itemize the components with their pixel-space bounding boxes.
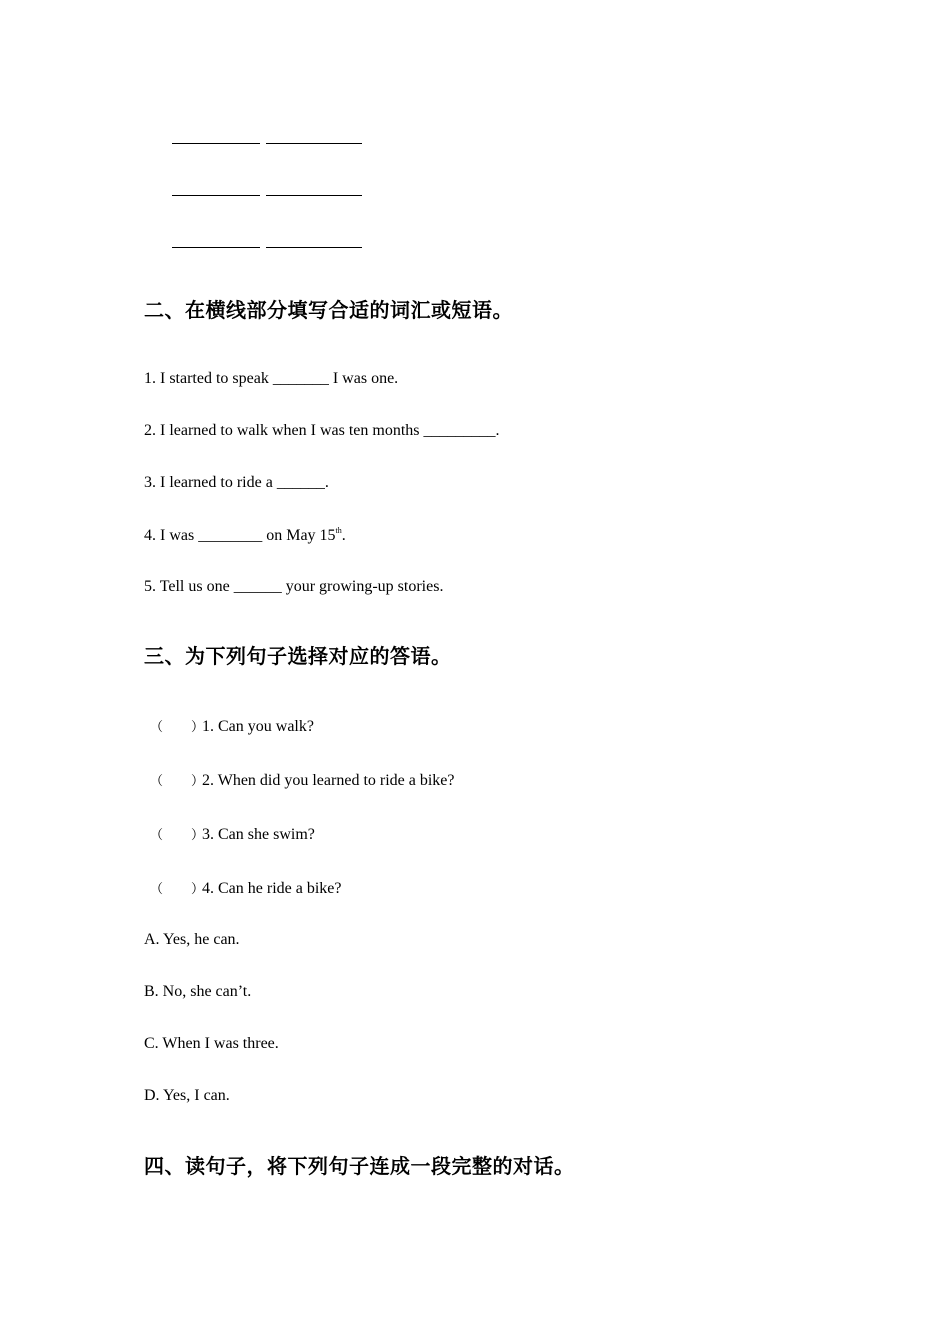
fill-in-item-3: 3. I learned to ride a ______. <box>144 474 329 491</box>
answer-option-b: B. No, she can’t. <box>144 983 252 1000</box>
question-text: 2. When did you learned to ride a bike? <box>202 772 455 789</box>
answer-parentheses: （ ） <box>150 774 205 789</box>
match-question-1 <box>144 716 314 736</box>
match-question-2 <box>144 770 455 790</box>
answer-parentheses: （ ） <box>150 882 205 897</box>
answer-parentheses: （ ） <box>150 720 205 735</box>
answer-option-a: A. Yes, he can. <box>144 931 240 948</box>
section-3-heading: 三、为下列句子选择对应的答语。 <box>144 644 452 668</box>
question-text: 4. Can he ride a bike? <box>202 880 342 897</box>
fill-in-item-4-end: . <box>341 527 346 544</box>
fill-in-item-1: 1. I started to speak _______ I was one. <box>144 370 399 387</box>
answer-blank-row-2 <box>172 195 362 196</box>
section-4-heading: 四、读句子，将下列句子连成一段完整的对话。 <box>144 1154 575 1178</box>
answer-blank <box>266 247 362 248</box>
answer-option-d: D. Yes, I can. <box>144 1087 230 1104</box>
fill-in-item-4-text: 4. I was ________ on May 15 <box>144 527 336 544</box>
question-text: 1. Can you walk? <box>202 718 314 735</box>
answer-blank-row-1 <box>172 143 362 144</box>
answer-blank <box>172 143 260 144</box>
ordinal-suffix: th <box>335 526 342 535</box>
answer-blank <box>172 195 260 196</box>
answer-blank-row-3 <box>172 247 362 248</box>
answer-blank <box>266 143 362 144</box>
answer-blank <box>172 247 260 248</box>
section-2-heading: 二、在横线部分填写合适的词汇或短语。 <box>144 298 513 322</box>
answer-parentheses: （ ） <box>150 828 205 843</box>
match-question-3 <box>144 824 315 844</box>
match-question-4 <box>144 878 342 898</box>
fill-in-item-4 <box>144 526 346 545</box>
fill-in-item-5: 5. Tell us one ______ your growing-up stories. <box>144 578 444 595</box>
fill-in-item-2: 2. I learned to walk when I was ten months _________. <box>144 422 500 439</box>
question-text: 3. Can she swim? <box>202 826 315 843</box>
answer-blank <box>266 195 362 196</box>
answer-option-c: C. When I was three. <box>144 1035 279 1052</box>
